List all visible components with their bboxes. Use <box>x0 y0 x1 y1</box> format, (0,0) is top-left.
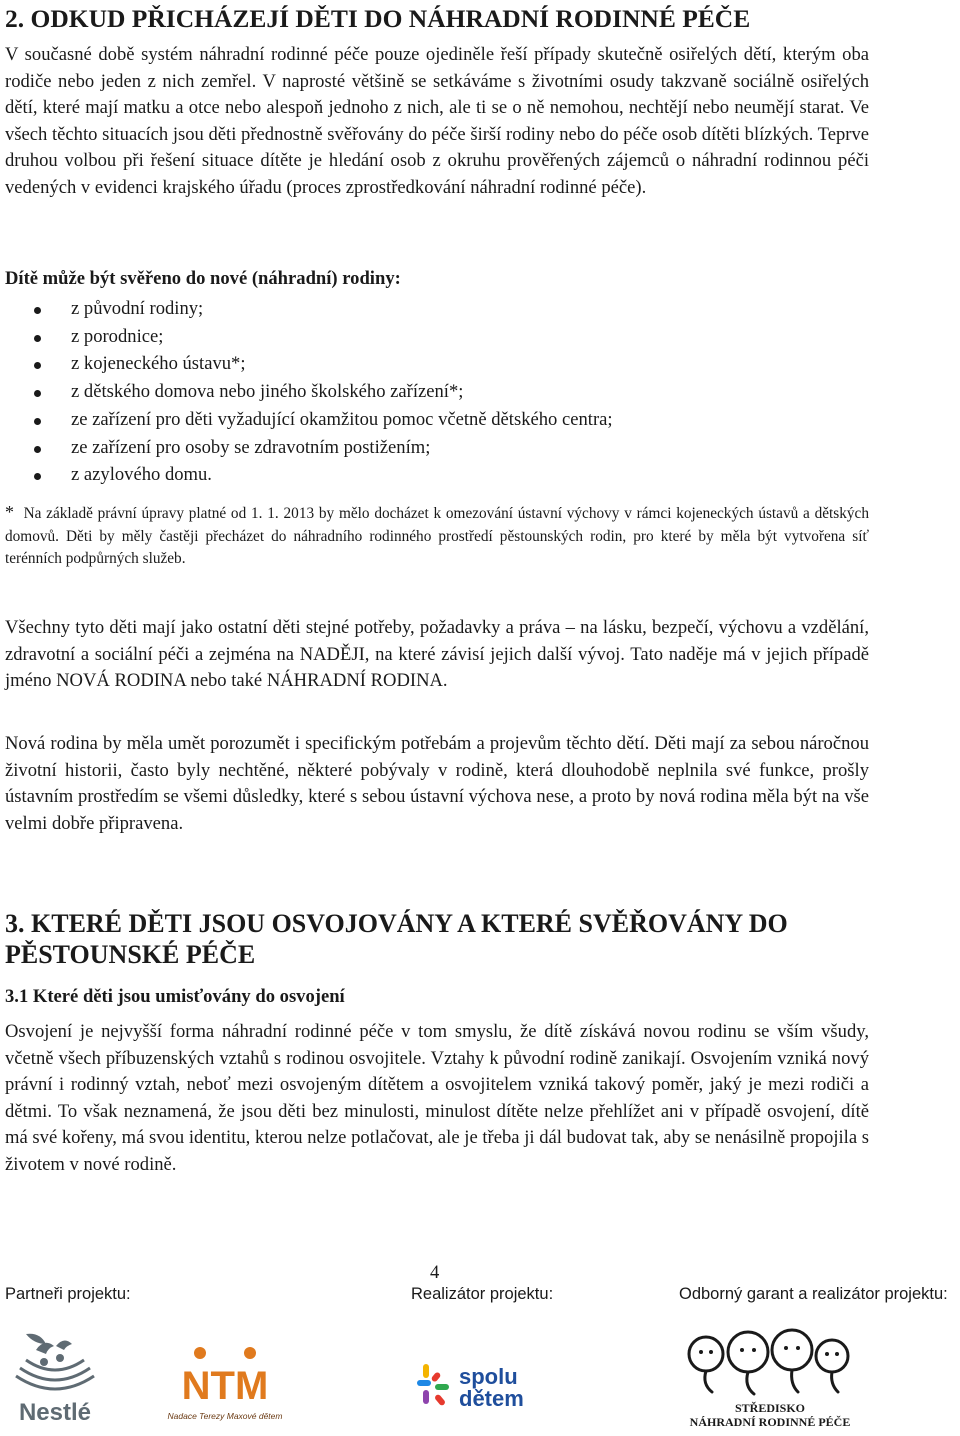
list-item-text: z původní rodiny; <box>71 298 204 319</box>
section-2-paragraph: V současné době systém náhradní rodinné péče pouze ojediněle řeší případy skutečně osiřelých dětí, kterým oba rodiče nebo jeden z nich zemřel. V naprosté většině se setkáváme s životními osudy takzvaně sociálně osiřelých dětí, které mají matku a otce nebo alespoň jednoho z nich, ale ti se o ně nemohou, nechtějí nebo neumějí starat. Ve všech těchto situacích jsou děti přednostně svěřovány do péče širší rodiny nebo do péče osob dítěti blízkých. Teprve druhou volbou při řešení situace dítěte je hledání osob z okruhu prověřených zájemců o náhradní rodinnou péči vedených v evidenci krajského úřadu (proces zprostředkování náhradní rodinné péče). <box>5 44 869 198</box>
spolu-line2: dětem <box>459 1386 524 1411</box>
list-item <box>5 434 869 462</box>
list-item <box>5 378 869 406</box>
list-item <box>5 406 869 434</box>
list-item-text: z azylového domu. <box>71 464 212 486</box>
nestle-nest-icon <box>6 1328 104 1424</box>
placement-list <box>5 295 869 489</box>
section-3-heading: 3. KTERÉ DĚTI JSOU OSVOJOVÁNY A KTERÉ SVĚŘOVÁNY DO PĚSTOUNSKÉ PÉČE <box>5 909 788 969</box>
spolu-dots-icon <box>415 1362 557 1412</box>
bullet-icon <box>34 446 41 453</box>
section-3 <box>5 908 865 970</box>
implementer-label: Realizátor projektu: <box>411 1285 554 1303</box>
list-item <box>5 295 869 323</box>
spolu-logo <box>415 1362 557 1412</box>
ntm-mark: NTM <box>181 1364 269 1408</box>
list-item-text: z dětského domova nebo jiného školského zařízení*; <box>71 381 464 403</box>
list-item <box>5 323 869 351</box>
footnote-text: Na základě právní úpravy platné od 1. 1. 2013 by mělo docházet k omezování ústavní výchovy v rámci kojeneckých ústavů a dětských domovů. Děti by měly častěji přecházet do náhradního rodinného prostředí pěstounských rodin, pro které by měla být vytvořena síť terénních podpůrných služeb. <box>5 505 869 567</box>
bullet-icon <box>34 307 41 314</box>
nestle-wordmark: Nestlé <box>18 1399 92 1424</box>
list-heading: Dítě může být svěřeno do nové (náhradní) rodiny: <box>5 268 401 289</box>
list-block <box>5 266 869 489</box>
list-item <box>5 461 869 489</box>
footnote <box>5 501 869 571</box>
ntm-logo <box>166 1343 284 1423</box>
list-item-text: ze zařízení pro děti vyžadující okamžitou pomoc včetně dětského centra; <box>71 408 613 430</box>
bullet-icon <box>34 390 41 397</box>
list-item-text: z kojeneckého ústavu*; <box>71 353 246 375</box>
stredisko-logo <box>682 1328 858 1430</box>
ntm-mark-icon <box>166 1343 284 1423</box>
partners-label: Partneři projektu: <box>5 1285 131 1303</box>
stredisko-family-icon <box>682 1328 858 1430</box>
section-2-heading: 2. ODKUD PŘICHÁZEJÍ DĚTI DO NÁHRADNÍ RODINNÉ PÉČE <box>5 4 751 33</box>
footnote-star: * <box>5 502 14 522</box>
new-family-block <box>5 731 869 837</box>
section-3-1 <box>5 984 869 1010</box>
list-item-text: z porodnice; <box>71 325 164 347</box>
needs-block <box>5 615 869 695</box>
guarantor-label: Odborný garant a realizátor projektu: <box>679 1285 948 1303</box>
needs-paragraph: Všechny tyto děti mají jako ostatní děti stejné potřeby, požadavky a práva – na lásku, bezpečí, výchovu a vzdělání, zdravotní a sociální péči a zejména na NADĚJI, na které závisí jejich další vývoj. Tato naděje má v jejich případě jméno NOVÁ RODINA nebo také NÁHRADNÍ RODINA. <box>5 617 869 692</box>
section-3-body <box>5 1019 869 1179</box>
nestle-logo <box>6 1328 104 1424</box>
bullet-icon <box>34 335 41 342</box>
new-family-paragraph: Nová rodina by měla umět porozumět i specifickým potřebám a projevům těchto dětí. Děti mají za sebou náročnou životní historii, často byly nechtěné, některé pobývaly v rodině, která dlouhodobě neplnila své funkce, prošly ústavním prostředím se všemi důsledky, které s sebou ústavní výchova nese, a proto by nová rodina měla být na vše velmi dobře připravena. <box>5 733 869 834</box>
section-2-body <box>5 42 869 202</box>
list-item-text: ze zařízení pro osoby se zdravotním postižením; <box>71 436 431 458</box>
stredisko-line1: STŘEDISKO <box>734 1401 806 1415</box>
bullet-icon <box>34 473 41 480</box>
ntm-caption: Nadace Terezy Maxové dětem <box>167 1411 283 1421</box>
page-number: 4 <box>430 1262 440 1283</box>
stredisko-line2: NÁHRADNÍ RODINNÉ PÉČE <box>689 1415 851 1429</box>
bullet-icon <box>34 362 41 369</box>
section-3-1-heading: 3.1 Které děti jsou umisťovány do osvojení <box>5 986 345 1007</box>
list-item <box>5 350 869 378</box>
section-2 <box>5 3 869 34</box>
spolu-line1: spolu <box>459 1364 518 1389</box>
bullet-icon <box>34 418 41 425</box>
section-3-paragraph: Osvojení je nejvyšší forma náhradní rodinné péče v tom smyslu, že dítě získává novou rodinu se vším všudy, včetně všech příbuzenských vztahů s rodinou osvojitele. Vztahy k původní rodině zanikají. Osvojením vzniká nový právní i rodinný vztah, neboť mezi osvojeným dítětem a osvojitelem vzniká takový poměr, jaký je mezi rodiči a dětmi. To však neznamená, že jsou děti bez minulosti, minulost dítěte nelze přehlížet ani v případě osvojení, dítě má své kořeny, má svou identitu, kterou nelze potlačovat, ale je třeba ji dál budovat tak, aby se nenásilně propojila s životem v nové rodině. <box>5 1021 869 1175</box>
